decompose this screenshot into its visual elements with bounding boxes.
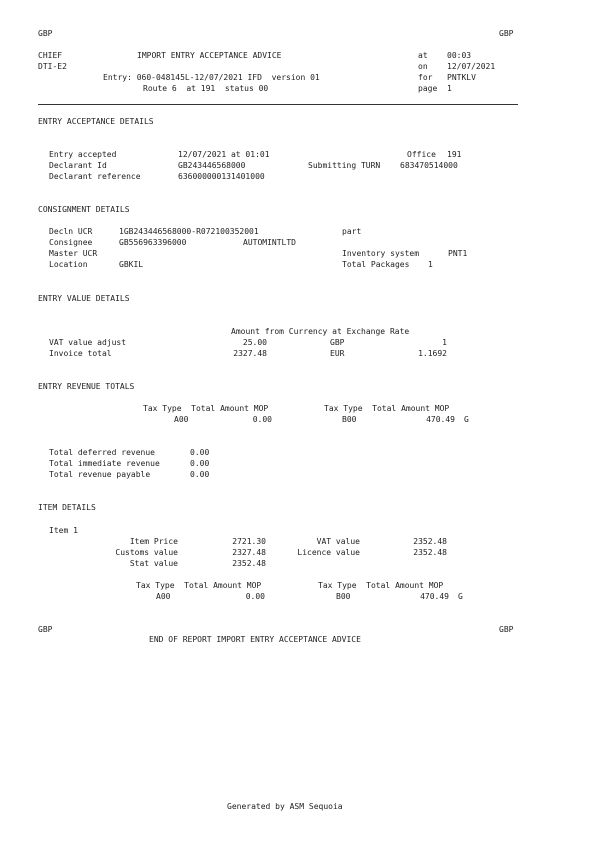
page-value: 1 [447, 84, 452, 93]
header-currency-left: GBP [38, 29, 53, 38]
decln-ucr-part: part [342, 227, 362, 236]
entry-value-row-currency: EUR [330, 349, 345, 358]
item-tax2-amount: 470.49 [420, 592, 449, 601]
immediate-revenue-value: 0.00 [190, 459, 210, 468]
declarant-id-label: Declarant Id [49, 161, 107, 170]
location-label: Location [49, 260, 88, 269]
entry-line: Entry: 060-048145L-12/07/2021 IFD version 01 [103, 73, 320, 82]
customs-value-value: 2327.48 [232, 548, 266, 557]
immediate-revenue-label: Total immediate revenue [49, 459, 160, 468]
entry-value-row-rate: 1 [442, 338, 447, 347]
section-heading-revenue: ENTRY REVENUE TOTALS [38, 382, 135, 391]
header-currency-right: GBP [499, 29, 514, 38]
decln-ucr-value: 1GB243446568000-R072100352001 [119, 227, 259, 236]
consignee-value: GB556963396000 [119, 238, 187, 247]
item-tax1-amount: 0.00 [245, 592, 265, 601]
inventory-value: PNT1 [448, 249, 468, 258]
revenue-tax2-mop: G [464, 415, 469, 424]
office-label: Office [407, 150, 436, 159]
decln-ucr-label: Decln UCR [49, 227, 93, 236]
stat-value-value: 2352.48 [232, 559, 266, 568]
submitting-turn-label: Submitting TURN [308, 161, 381, 170]
entry-value-row-currency: GBP [330, 338, 345, 347]
item-tax-column-header-1: Tax Type Total Amount MOP [136, 581, 262, 590]
deferred-revenue-value: 0.00 [190, 448, 210, 457]
consignee-label: Consignee [49, 238, 93, 247]
vat-value-label: VAT value [316, 537, 360, 546]
on-label: on [418, 62, 428, 71]
total-packages-label: Total Packages [342, 260, 410, 269]
entry-value-row-rate: 1.1692 [418, 349, 447, 358]
revenue-column-header-2: Tax Type Total Amount MOP [324, 404, 450, 413]
item-price-label: Item Price [129, 537, 178, 546]
header-divider [38, 104, 518, 105]
revenue-column-header-1: Tax Type Total Amount MOP [143, 404, 269, 413]
consignee-name: AUTOMINTLTD [243, 238, 296, 247]
at-value: 00:03 [447, 51, 472, 60]
customs-value-label: Customs value [115, 548, 178, 557]
revenue-tax2-amount: 470.49 [426, 415, 455, 424]
revenue-tax1-amount: 0.00 [252, 415, 272, 424]
entry-value-row-amount: 25.00 [242, 338, 267, 347]
on-value: 12/07/2021 [447, 62, 496, 71]
section-heading-items: ITEM DETAILS [38, 503, 96, 512]
footer-currency-left: GBP [38, 625, 53, 634]
vat-value-value: 2352.48 [413, 537, 447, 546]
route-line: Route 6 at 191 status 00 [143, 84, 269, 93]
item-tax2-mop: G [458, 592, 463, 601]
for-label: for [418, 73, 433, 82]
declarant-ref-value: 636000000131401000 [178, 172, 265, 181]
declarant-ref-label: Declarant reference [49, 172, 141, 181]
revenue-tax2-type: B00 [342, 415, 357, 424]
licence-value-label: Licence value [297, 548, 360, 557]
declarant-id-value: GB243446568000 [178, 161, 246, 170]
item-tax-column-header-2: Tax Type Total Amount MOP [318, 581, 444, 590]
revenue-tax1-type: A00 [174, 415, 189, 424]
licence-value-value: 2352.48 [413, 548, 447, 557]
total-packages-value: 1 [428, 260, 433, 269]
entry-accepted-label: Entry accepted [49, 150, 117, 159]
form-code: DTI-E2 [38, 62, 67, 71]
page-label: page [418, 84, 438, 93]
item-tax1-type: A00 [156, 592, 171, 601]
section-heading-entry-acceptance: ENTRY ACCEPTANCE DETAILS [38, 117, 154, 126]
for-value: PNTKLV [447, 73, 476, 82]
system-name: CHIEF [38, 51, 63, 60]
deferred-revenue-label: Total deferred revenue [49, 448, 155, 457]
entry-value-row-amount: 2327.48 [233, 349, 267, 358]
payable-revenue-value: 0.00 [190, 470, 210, 479]
section-heading-consignment: CONSIGNMENT DETAILS [38, 205, 130, 214]
master-ucr-label: Master UCR [49, 249, 98, 258]
stat-value-label: Stat value [129, 559, 178, 568]
section-heading-entry-value: ENTRY VALUE DETAILS [38, 294, 130, 303]
item-price-value: 2721.30 [232, 537, 266, 546]
item-label: Item 1 [49, 526, 78, 535]
at-label: at [418, 51, 428, 60]
end-of-report: END OF REPORT IMPORT ENTRY ACCEPTANCE ADVICE [149, 635, 361, 644]
submitting-turn-value: 683470514000 [400, 161, 458, 170]
payable-revenue-label: Total revenue payable [49, 470, 151, 479]
report-title: IMPORT ENTRY ACCEPTANCE ADVICE [137, 51, 282, 60]
inventory-label: Inventory system [342, 249, 420, 258]
entry-value-row-label: Invoice total [49, 349, 112, 358]
entry-value-column-header: Amount from Currency at Exchange Rate [231, 327, 410, 336]
footer-currency-right: GBP [499, 625, 514, 634]
entry-value-row-label: VAT value adjust [49, 338, 127, 347]
generated-by: Generated by ASM Sequoia [227, 802, 343, 811]
office-value: 191 [447, 150, 462, 159]
entry-accepted-value: 12/07/2021 at 01:01 [178, 150, 270, 159]
location-value: GBKIL [119, 260, 144, 269]
item-tax2-type: B00 [336, 592, 351, 601]
